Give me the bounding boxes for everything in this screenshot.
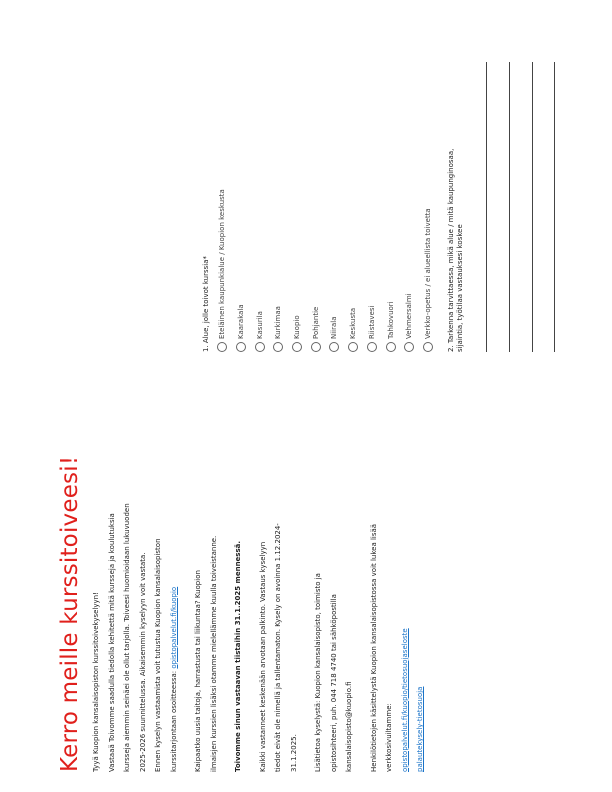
contact-line: opistosihteeri, puh. 044 718 4740 tai sähköpostilla (329, 594, 338, 772)
page-title: Kerro meille kurssitoiveesi! (57, 455, 83, 772)
area-options (213, 2, 437, 352)
question-1-label: 1. Alue, jolle toivot kurssia* (202, 255, 210, 352)
area-option-label: Verkko-opetus / ei alueellista toivetta (423, 208, 432, 339)
privacy-feedback-link[interactable]: palautekysely-tietosuoja (416, 686, 424, 772)
area-option[interactable] (250, 2, 269, 352)
deadline-text: Toivomme sinun vastaavan tiistaihin 31.1.2025 mennessä. (234, 540, 242, 772)
privacy-paragraph (367, 407, 429, 772)
contact-line: Lisätietoa kyselystä: Kuopion kansalaisopisto, toimisto ja (314, 573, 322, 772)
radio-button[interactable] (367, 342, 377, 352)
prize-line: 31.1.2025. (289, 734, 298, 772)
course-offering-link[interactable]: opistopalvelut.fi/kuopio (169, 586, 178, 669)
area-option-label: Kurkimaa (274, 306, 283, 339)
area-option[interactable] (269, 2, 288, 352)
wishes-paragraph (191, 407, 222, 772)
intro-line (167, 407, 183, 772)
question-2-label-line: 2. Tarkenna tarvittaessa, mikä alue / mitä kaupunginosaa, (447, 148, 456, 352)
area-option-label: Keskusta (349, 307, 358, 339)
contact-line: kansalaisopisto@kuopio.fi (345, 681, 353, 772)
area-option-label: Riistavesi (367, 305, 376, 339)
answer-area[interactable] (464, 2, 555, 352)
intro-line-text: kurssitarjontaan osoitteessa: (169, 670, 178, 772)
privacy-policy-link[interactable]: opistopalvelut.fi/kuopio/tietosuojaseloste (400, 628, 409, 772)
area-option-label: Tahkovuori (386, 301, 395, 339)
question-2 (447, 2, 555, 352)
area-option[interactable] (363, 2, 382, 352)
question-column (200, 2, 555, 352)
radio-button[interactable] (329, 342, 339, 352)
radio-button[interactable] (423, 342, 433, 352)
intro-line: Ennen kyselyn vastaamista voit tutustua Kuopion kansalaisopiston (154, 538, 162, 772)
contact-paragraph (311, 407, 358, 772)
radio-button[interactable] (255, 342, 265, 352)
intro-column (55, 407, 438, 772)
question-2-label-line: sijaintia, työtilaa vastauksesi koskee (455, 224, 464, 352)
answer-line[interactable] (487, 62, 510, 352)
area-option[interactable] (325, 2, 344, 352)
area-option-label: Kasurila (255, 311, 264, 339)
prize-line: Kaikki vastanneet keskenään arvotaan palkinto. Vastaus kyselyyn (258, 541, 267, 772)
answer-line[interactable] (533, 62, 556, 352)
area-option-label: Kaarakala (237, 304, 246, 339)
area-option[interactable] (381, 2, 400, 352)
wishes-line: Kaipaatko uusia taitoja, harrastusta tai liikuntaa? Kuopion (194, 570, 202, 772)
area-option-label: Pohjantie (311, 306, 320, 339)
area-option[interactable] (344, 2, 363, 352)
radio-button[interactable] (311, 342, 321, 352)
radio-button[interactable] (386, 342, 396, 352)
area-option[interactable] (288, 2, 307, 352)
prize-paragraph (256, 407, 303, 772)
area-option-label: Niirala (330, 316, 339, 339)
area-option-label: Kuopio (293, 315, 302, 339)
intro-line: kursseja aiemmin seinäei ole ollut tarjolla. Toiveesi huomioidaan lukuvuoden (123, 503, 131, 772)
privacy-line: Henkilötietojen käsittelystä Kuopion kansalaisopistossa voit lukea lisää (369, 523, 378, 772)
answer-line[interactable] (510, 62, 533, 352)
wishes-line: ilmaisjen kurssien lisäksi otamme mielellämme kuulla toiveistanne. (209, 535, 218, 772)
area-option[interactable] (400, 2, 419, 352)
radio-button[interactable] (273, 342, 283, 352)
privacy-line: verkkosivuiltamme: (385, 703, 393, 772)
area-option-label: Vehmersalmi (405, 293, 414, 339)
radio-button[interactable] (348, 342, 358, 352)
area-option[interactable] (419, 2, 438, 352)
radio-button[interactable] (217, 342, 227, 352)
area-option[interactable] (232, 2, 251, 352)
area-option[interactable] (306, 2, 325, 352)
intro-line: 2025-2026 suunnittelussa. Aikaisemmin kyselyyn voit vastata. (138, 552, 147, 772)
intro-paragraph (89, 407, 182, 772)
radio-button[interactable] (236, 342, 246, 352)
prize-line: tiedot eivät ole nimellä ja tallentamaton. Kysely on avoinna 1.12.2024- (274, 523, 282, 772)
intro-line: Tyyä Kuopion kansalaisopiston kurssitoivekyselyyn! (92, 592, 100, 772)
radio-button[interactable] (292, 342, 302, 352)
area-option[interactable] (213, 2, 232, 352)
intro-line: Vastaaä Toivomme saadulla tiedolla kehitettä mitä kursseja ja koulutuksia (107, 513, 116, 772)
radio-button[interactable] (404, 342, 414, 352)
area-option-label: Eteläinen kaupunkialue / Kuopion keskusta (218, 189, 227, 339)
answer-line[interactable] (464, 62, 487, 352)
